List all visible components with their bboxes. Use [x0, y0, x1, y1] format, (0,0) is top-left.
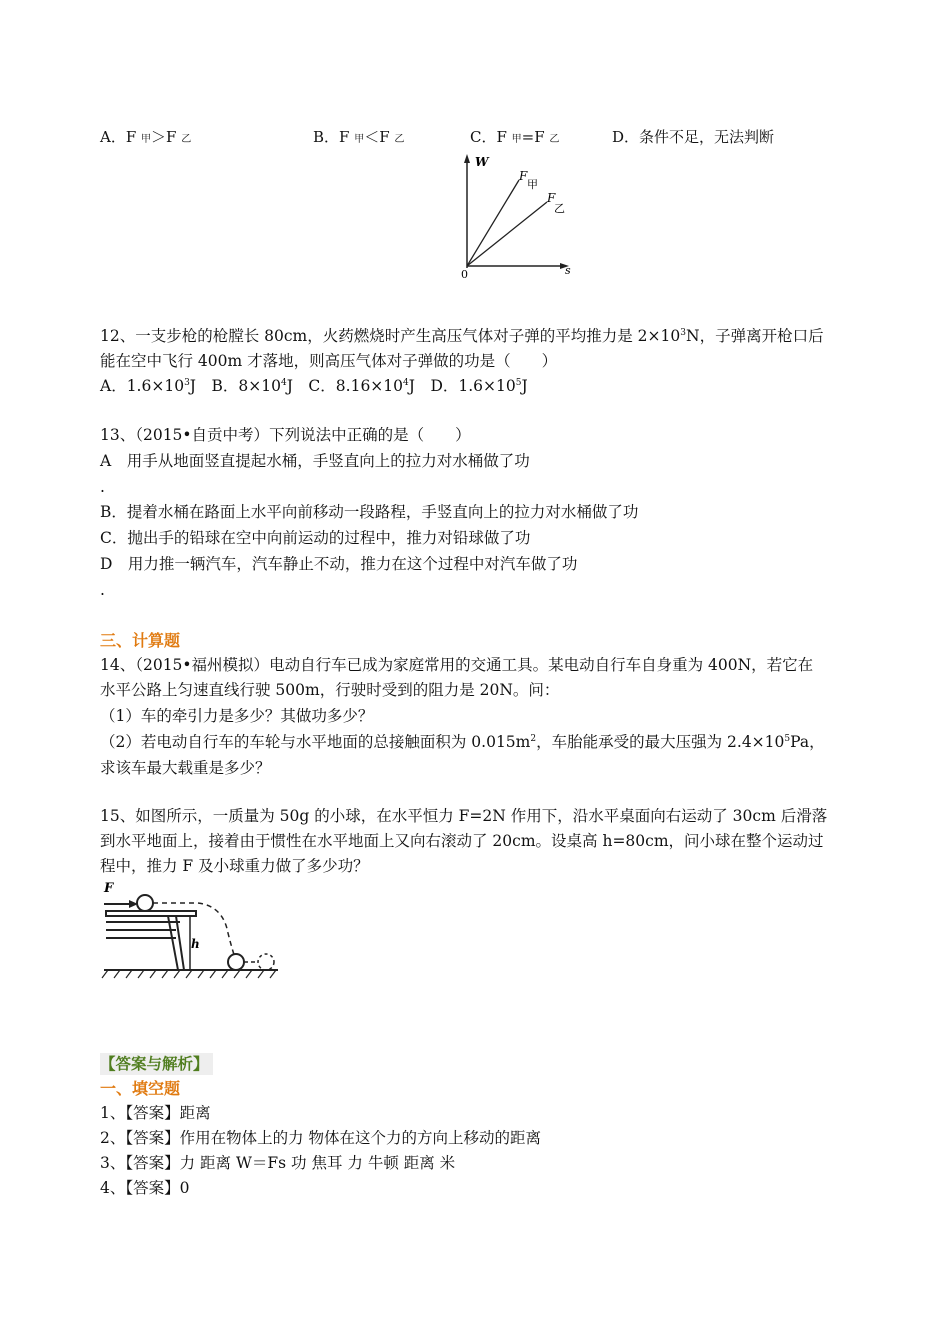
answer-4: 4、【答案】0 — [100, 1179, 190, 1197]
f-jia-label: F — [519, 169, 528, 183]
q13-option-b[interactable]: B．提着水桶在路面上水平向前移动一段路程，手竖直向上的拉力对水桶做了功 — [100, 503, 639, 521]
q13-option-d[interactable]: D 用力推一辆汽车，汽车静止不动，推力在这个过程中对汽车做了功 — [100, 555, 578, 573]
origin-label: 0 — [461, 268, 468, 281]
q14-line-4: （2）若电动自行车的车轮与水平地面的总接触面积为 $0.015m^2$，车胎能承受的最大压强为 $2.4\times 10^5Pa$， — [100, 733, 825, 751]
q12-line-2: 能在空中飞行 400m 才落地，则高压气体对子弹做的功是（ ） — [100, 352, 558, 370]
q13-option-a-dot: . — [100, 478, 105, 496]
q13-option-c[interactable]: C．抛出手的铅球在空中向前运动的过程中，推力对铅球做了功 — [100, 529, 531, 547]
w-axis-label: W — [475, 155, 489, 169]
q14-line-3: （1）车的牵引力是多少？其做功多少？ — [100, 707, 374, 725]
answers-header: 【答案与解析】 — [100, 1053, 213, 1075]
height-label: h — [191, 937, 200, 951]
q14-line-1: 14、（2015•福州模拟）电动自行车已成为家庭常用的交通工具。某电动自行车自身重为 400N，若它在 — [100, 656, 814, 674]
q15-line-3: 程中，推力 F 及小球重力做了多少功？ — [100, 857, 369, 875]
ball — [137, 895, 153, 911]
q13-option-d-dot: . — [100, 581, 105, 599]
f-jia-sub: 甲 — [527, 178, 538, 191]
q15-line-1: 15、如图所示，一质量为 50g 的小球，在水平恒力 F=2N 作用下，沿水平桌面向右运动了 30cm 后滑落 — [100, 807, 828, 825]
answers-section-fill-blank: 一、填空题 — [100, 1079, 181, 1098]
q11-option-d[interactable]: D．条件不足，无法判断 — [612, 128, 775, 146]
force-label: F — [104, 881, 114, 896]
q14-line-5: 求该车最大载重是多少？ — [100, 759, 271, 777]
table-top — [106, 911, 196, 916]
ground-hatch — [102, 970, 276, 978]
q13-stem: 13、（2015•自贡中考）下列说法中正确的是（ ） — [100, 426, 471, 444]
q11-work-distance-graph — [455, 150, 585, 282]
q15-table-ball-figure — [98, 878, 283, 983]
q11-option-a[interactable]: A．F 甲＞F 乙 — [100, 128, 192, 146]
f-yi-label: F — [547, 191, 556, 205]
q11-option-c[interactable]: C．F 甲=F 乙 — [470, 128, 560, 146]
f-jia-line — [467, 180, 519, 266]
answer-2: 2、【答案】作用在物体上的力 物体在这个力的方向上移动的距离 — [100, 1129, 542, 1147]
ball-final — [258, 954, 274, 970]
answer-3: 3、【答案】力 距离 W＝Fs 功 焦耳 力 牛顿 距离 米 — [100, 1154, 456, 1172]
q13-option-a[interactable]: A 用手从地面竖直提起水桶，手竖直向上的拉力对水桶做了功 — [100, 452, 530, 470]
ball-landed — [228, 954, 244, 970]
section-calculation-heading: 三、计算题 — [100, 631, 181, 650]
q15-line-2: 到水平地面上，接着由于惯性在水平地面上又向右滚动了 20cm。设桌高 h=80cm，问小球在整个运动过 — [100, 832, 824, 850]
f-yi-sub: 乙 — [554, 202, 565, 215]
q14-line-2: 水平公路上匀速直线行驶 500m，行驶时受到的阻力是 20N。问： — [100, 681, 560, 699]
f-yi-line — [467, 202, 547, 266]
w-axis-arrow — [464, 154, 470, 163]
answer-1: 1、【答案】距离 — [100, 1104, 211, 1122]
q11-option-b[interactable]: B．F 甲＜F 乙 — [313, 128, 405, 146]
q12-line-1: 12、一支步枪的枪膛长 80cm，火药燃烧时产生高压气体对子弹的平均推力是 $2\times 10^3N$，子弹离开枪口后 — [100, 327, 824, 345]
q12-options[interactable]: A．$1.6\times 10^3J$ B．$8\times 10^4J$ C．$8.16\times 10^4J$ D．$1.6\times 10^5J$ — [100, 377, 528, 395]
s-axis-label: s — [565, 264, 571, 277]
